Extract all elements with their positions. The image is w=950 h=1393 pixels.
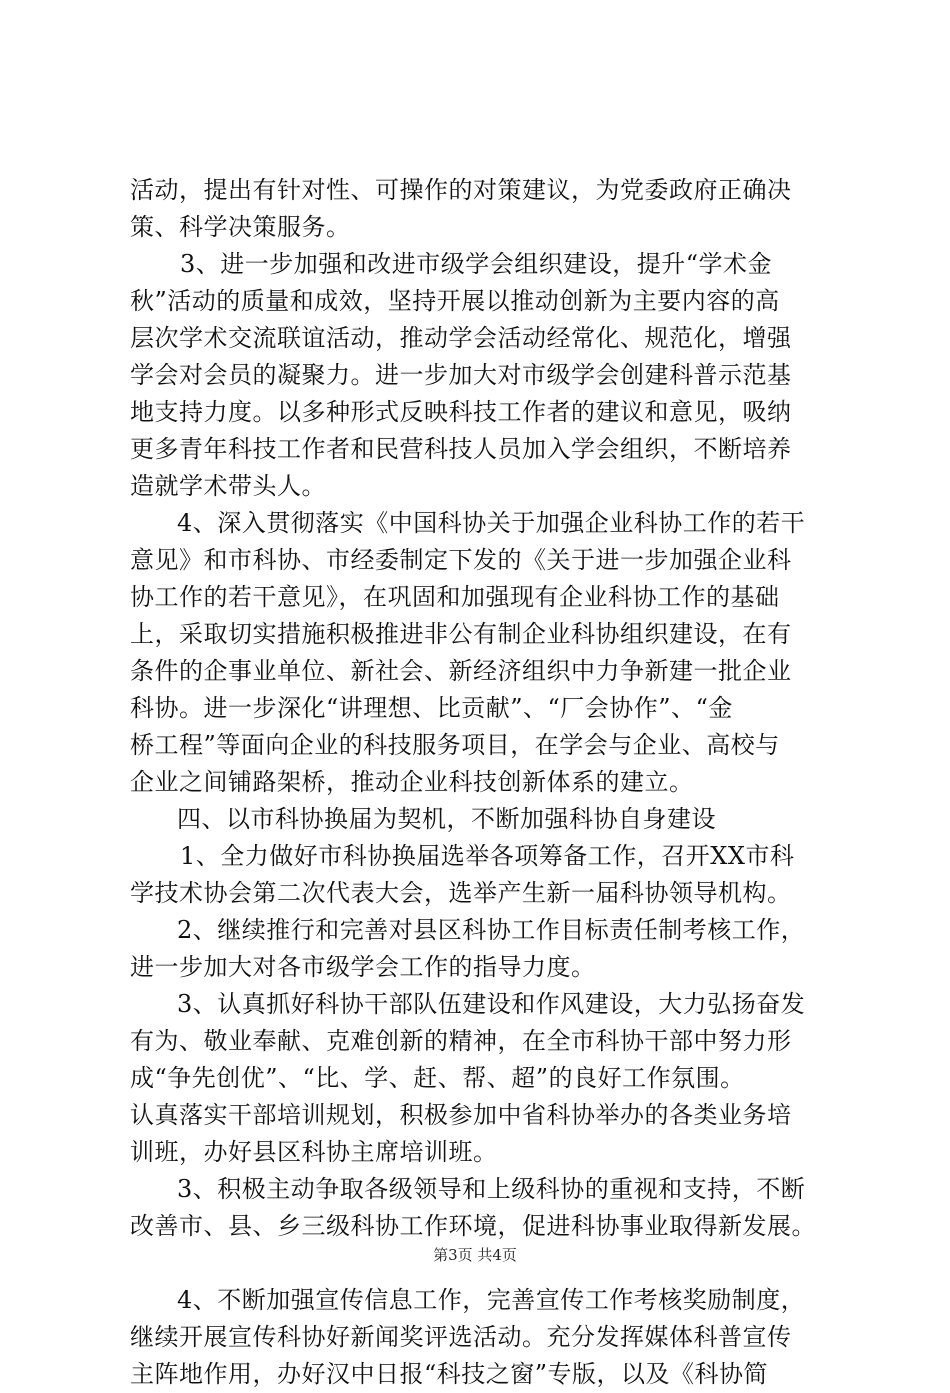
- page-number-footer: 第3页 共4页: [433, 1246, 517, 1264]
- text-line: 4、深入贯彻落实《中国科协关于加强企业科协工作的若干: [177, 509, 806, 537]
- section-heading: 四、以市科协换届为契机，不断加强科协自身建设: [177, 805, 716, 833]
- text-line: 活动，提出有针对性、可操作的对策建议，为党委政府正确决: [130, 176, 792, 204]
- document-body: [130, 172, 835, 1393]
- text-line: 上，采取切实措施积极推进非公有制企业科协组织建设，在有: [130, 620, 792, 648]
- text-line: 3、认真抓好科协干部队伍建设和作风建设，大力弘扬奋发: [177, 990, 806, 1018]
- text-line: 进一步加大对各市级学会工作的指导力度。: [130, 953, 596, 981]
- text-line: 4、不断加强宣传信息工作，完善宣传工作考核奖励制度，: [177, 1286, 806, 1314]
- text-line: 桥工程”等面向企业的科技服务项目，在学会与企业、高校与: [130, 731, 780, 759]
- text-line: 成“争先创优”、“比、学、赶、帮、超”的良好工作氛围。: [130, 1064, 745, 1092]
- text-line: 主阵地作用，办好汉中日报“科技之窗”专版，以及《科协简: [130, 1360, 769, 1388]
- text-line: 协工作的若干意见》，在巩固和加强现有企业科协工作的基础: [130, 583, 780, 611]
- text-line: 企业之间铺路架桥，推动企业科技创新体系的建立。: [130, 768, 694, 796]
- text-line: 秋”活动的质量和成效，坚持开展以推动创新为主要内容的高: [130, 287, 780, 315]
- text-line: 意见》和市科协、市经委制定下发的《关于进一步加强企业科: [130, 546, 792, 574]
- text-line: 3、进一步加强和改进市级学会组织建设，提升“学术金: [180, 250, 773, 278]
- text-line: 策、科学决策服务。: [130, 213, 351, 241]
- text-line: 学会对会员的凝聚力。进一步加大对市级学会创建科普示范基: [130, 361, 792, 389]
- text-line: 学技术协会第二次代表大会，选举产生新一届科协领导机构。: [130, 879, 792, 907]
- text-line: 科协。进一步深化“讲理想、比贡献”、“厂会协作”、“金: [130, 694, 733, 722]
- text-line: 1、全力做好市科协换届选举各项筹备工作，召开XX市科: [180, 842, 795, 870]
- text-line: 层次学术交流联谊活动，推动学会活动经常化、规范化，增强: [130, 324, 792, 352]
- text-line: 造就学术带头人。: [130, 472, 326, 500]
- text-line: 更多青年科技工作者和民营科技人员加入学会组织，不断培养: [130, 435, 792, 463]
- text-line: 继续开展宣传科协好新闻奖评选活动。充分发挥媒体科普宣传: [130, 1323, 792, 1351]
- text-line: 3、积极主动争取各级领导和上级科协的重视和支持，不断: [177, 1175, 806, 1203]
- text-line: 认真落实干部培训规划，积极参加中省科协举办的各类业务培: [130, 1101, 792, 1129]
- text-line: 训班，办好县区科协主席培训班。: [130, 1138, 498, 1166]
- text-line: 地支持力度。以多种形式反映科技工作者的建议和意见，吸纳: [130, 398, 792, 426]
- text-line: 改善市、县、乡三级科协工作环境，促进科协事业取得新发展。: [130, 1212, 816, 1240]
- text-line: 2、继续推行和完善对县区科协工作目标责任制考核工作，: [177, 916, 806, 944]
- text-line: 有为、敬业奉献、克难创新的精神，在全市科协干部中努力形: [130, 1027, 792, 1055]
- text-line: 条件的企事业单位、新社会、新经济组织中力争新建一批企业: [130, 657, 792, 685]
